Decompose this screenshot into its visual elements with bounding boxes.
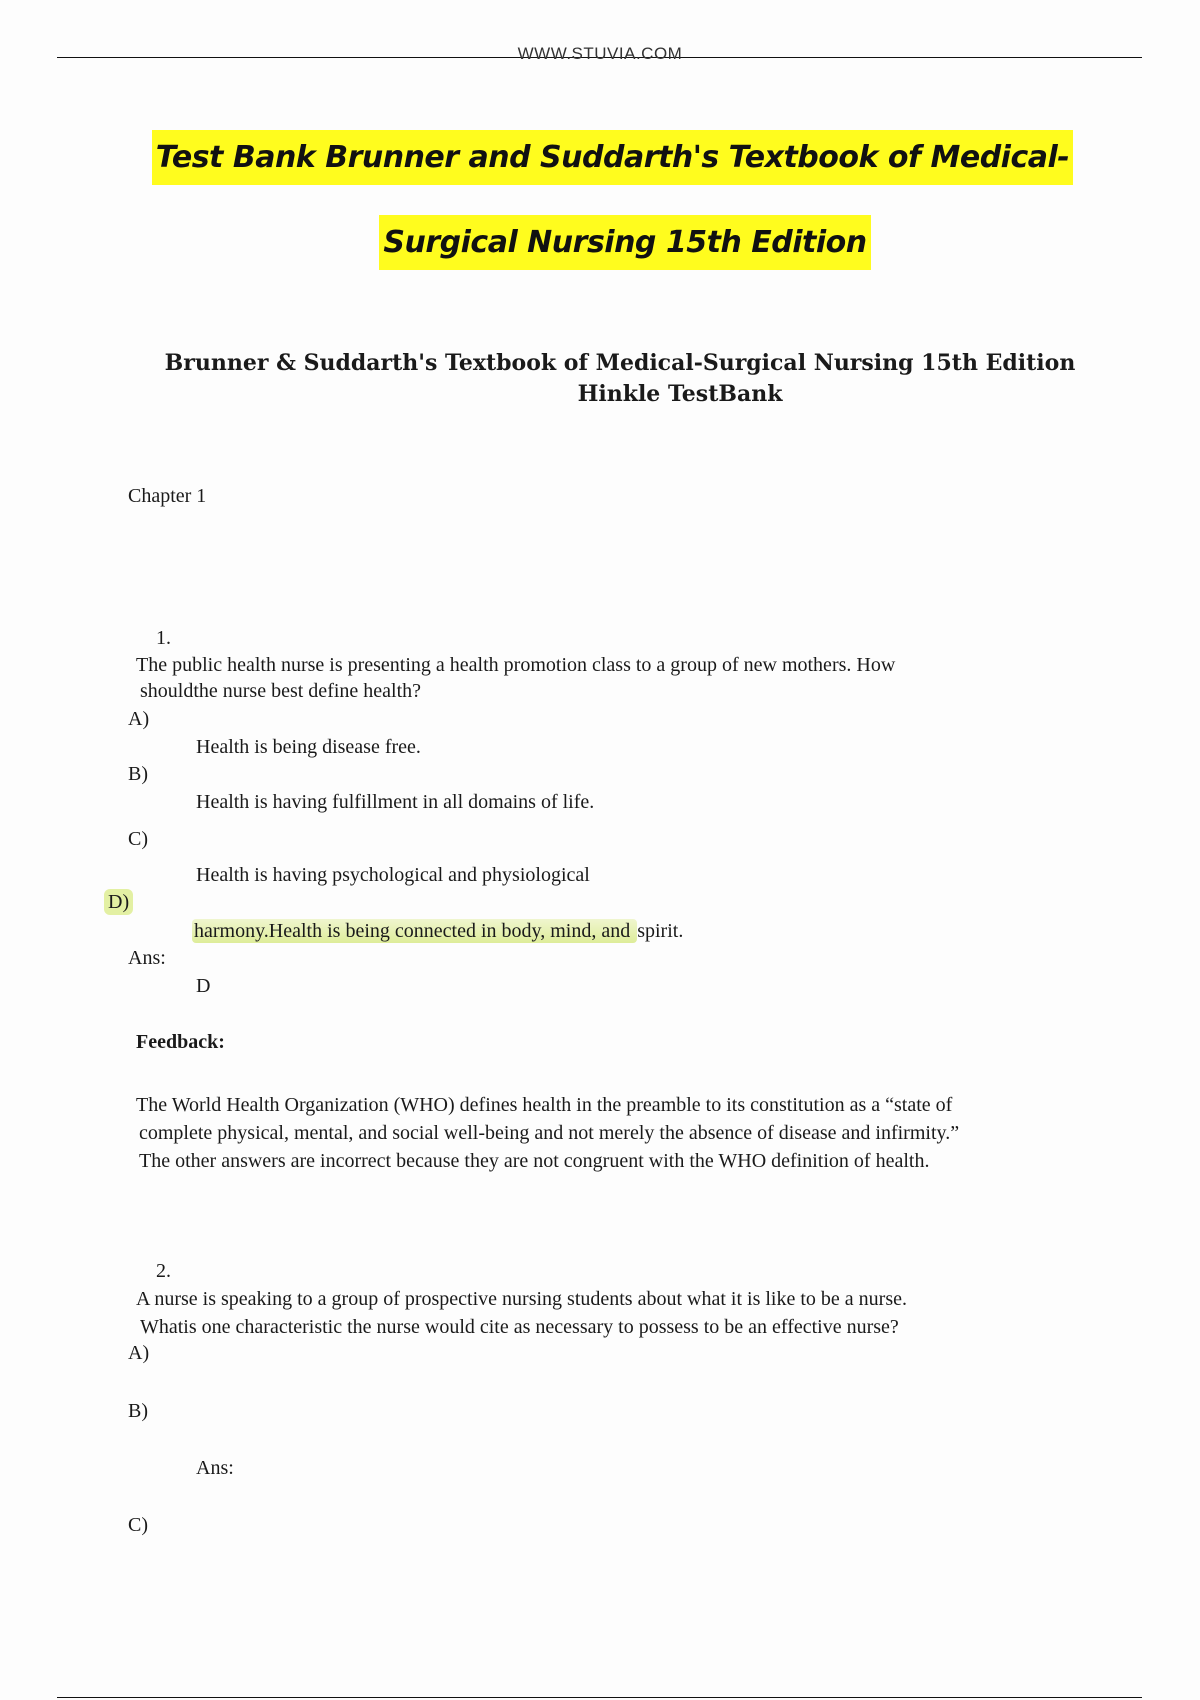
q1-option-a-label: A) bbox=[128, 708, 150, 730]
q1-number: 1. bbox=[156, 627, 171, 649]
title-line-2-wrap bbox=[0, 225, 1200, 260]
subtitle bbox=[140, 348, 1100, 410]
title-line-1-wrap bbox=[0, 140, 1200, 175]
q1-feedback-line-2: complete physical, mental, and social well-being and not merely the absence of disease and infirmity.” bbox=[139, 1122, 960, 1144]
q2-option-c-label: C) bbox=[128, 1514, 148, 1536]
subtitle-line-1: Brunner & Suddarth's Textbook of Medical-Surgical Nursing 15th Edition bbox=[164, 350, 1076, 376]
q2-option-a-label: A) bbox=[128, 1342, 150, 1364]
q1-option-c-label: C) bbox=[128, 828, 148, 850]
q1-feedback bbox=[136, 1091, 959, 1175]
document-title-line-2: Surgical Nursing 15th Edition bbox=[379, 215, 870, 270]
q1-option-d-label-wrap bbox=[104, 889, 133, 915]
q1-option-d-rest: spirit. bbox=[637, 920, 684, 942]
q1-option-d-highlighted: harmony.Health is being connected in body, mind, and bbox=[194, 920, 636, 942]
q1-ans-label: Ans: bbox=[128, 947, 166, 969]
q1-option-b-label: B) bbox=[128, 763, 148, 785]
q2-option-b-label: B) bbox=[128, 1400, 148, 1422]
site-watermark: WWW.STUVIA.COM bbox=[517, 44, 683, 63]
q1-stem-line-2: shouldthe nurse best define health? bbox=[140, 680, 422, 702]
chapter-heading: Chapter 1 bbox=[128, 485, 207, 507]
document-title-line-1: Test Bank Brunner and Suddarth's Textbook of Medical- bbox=[152, 130, 1073, 185]
q1-feedback-line-1: The World Health Organization (WHO) defines health in the preamble to its constitution as a “state of bbox=[136, 1094, 953, 1116]
q1-option-a: Health is being disease free. bbox=[196, 736, 421, 758]
q1-stem-line-1: The public health nurse is presenting a health promotion class to a group of new mothers. How bbox=[136, 654, 896, 676]
q2-stem-line-2: Whatis one characteristic the nurse would cite as necessary to possess to be an effective nurse? bbox=[140, 1316, 899, 1338]
q2-stem-line-1: A nurse is speaking to a group of prospective nursing students about what it is like to be a nurse. bbox=[136, 1288, 907, 1310]
q1-option-d bbox=[192, 918, 683, 944]
q2-number: 2. bbox=[156, 1260, 171, 1282]
subtitle-line-2: Hinkle TestBank bbox=[577, 381, 783, 407]
q1-feedback-label: Feedback: bbox=[136, 1031, 225, 1053]
q1-feedback-line-3: The other answers are incorrect because they are not congruent with the WHO definition of health. bbox=[139, 1150, 930, 1172]
q1-option-d-label: D) bbox=[104, 889, 133, 915]
q1-option-c: Health is having psychological and physiological bbox=[196, 864, 590, 886]
q2-ans-label: Ans: bbox=[196, 1457, 234, 1479]
q1-option-b: Health is having fulfillment in all domains of life. bbox=[196, 791, 595, 813]
q1-answer: D bbox=[196, 975, 211, 997]
footer-rule bbox=[57, 1697, 1142, 1698]
